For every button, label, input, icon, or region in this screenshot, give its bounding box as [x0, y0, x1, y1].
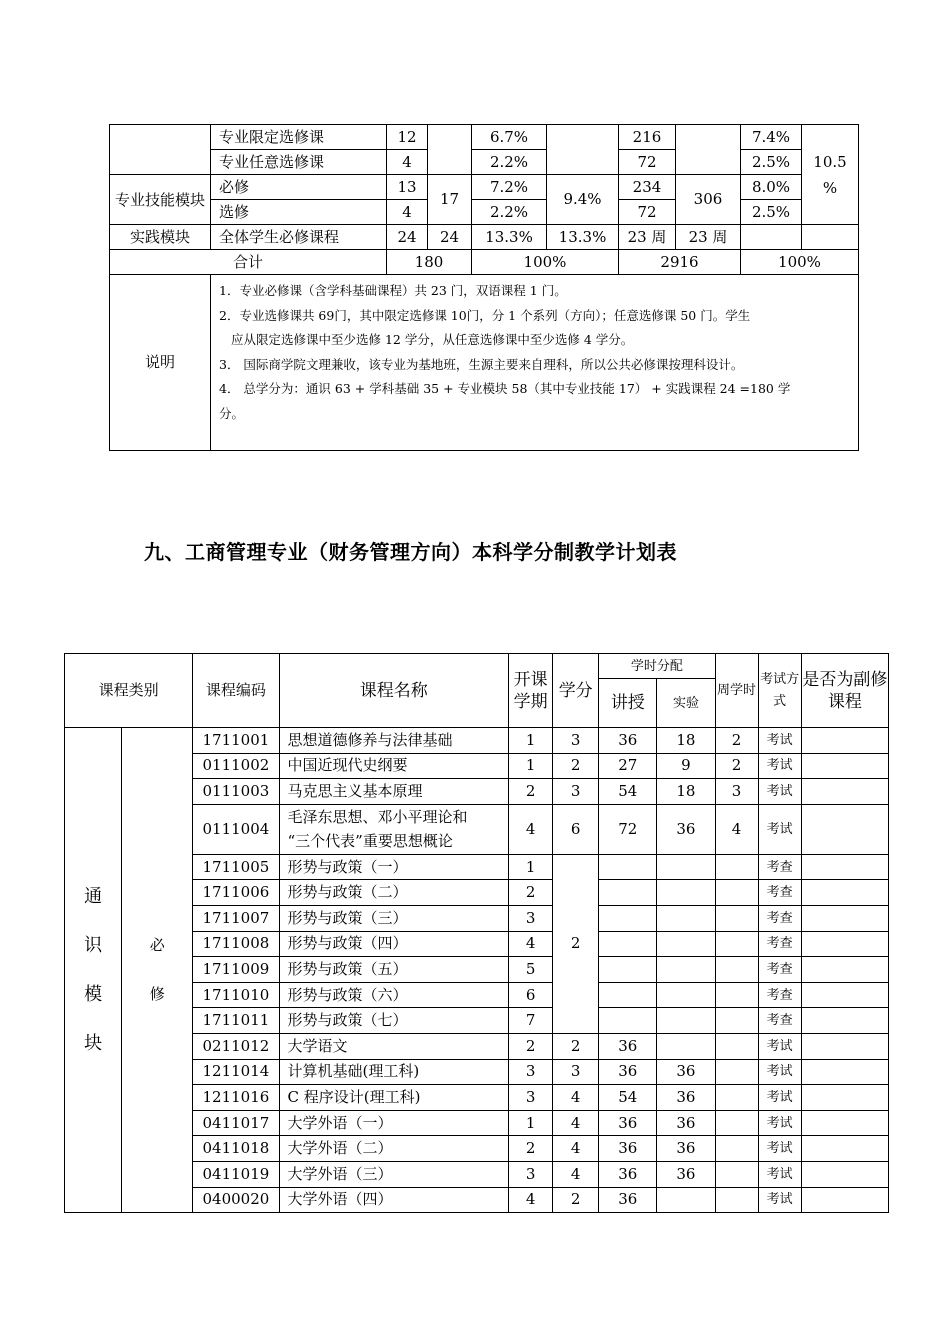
credit-pct-cell: 7.2%: [472, 175, 547, 200]
credit-cell: 3: [553, 1059, 599, 1085]
header-hours-dist: 学时分配: [599, 654, 715, 679]
header-exam: 考试方式: [758, 654, 801, 728]
course-name: 马克思主义基本原理: [279, 779, 509, 805]
semester-cell: 3: [509, 1059, 553, 1085]
lab-cell: 18: [657, 728, 715, 754]
summary-row: [110, 125, 859, 150]
semester-cell: 4: [509, 931, 553, 957]
credit-cell: 3: [553, 728, 599, 754]
exam-cell: 考试: [758, 1085, 801, 1111]
module-label-char: 识: [84, 935, 103, 957]
hours-pct-cell: 7.4%: [741, 125, 802, 150]
credit-cell: 4: [553, 1161, 599, 1187]
lecture-cell: [599, 931, 657, 957]
exam-cell: 考试: [758, 1059, 801, 1085]
exam-cell: 考查: [758, 982, 801, 1008]
lab-cell: [657, 982, 715, 1008]
course-code: 0111004: [193, 804, 279, 854]
weekly-cell: [715, 880, 758, 906]
course-name: 大学外语（一）: [279, 1110, 509, 1136]
minor-cell: [801, 728, 888, 754]
lecture-cell: 54: [599, 779, 657, 805]
total-hours-pct: 100%: [741, 250, 859, 275]
weekly-cell: [715, 905, 758, 931]
semester-cell: 6: [509, 982, 553, 1008]
weekly-cell: [715, 1033, 758, 1059]
note-line: 3． 国际商学院文理兼收，该专业为基地班，生源主要来自理科，所以公共必修课按理科设计。: [219, 356, 744, 372]
header-category: 课程类别: [65, 654, 193, 728]
lecture-cell: 72: [599, 804, 657, 854]
course-cell: 选修: [211, 200, 387, 225]
lab-cell: [657, 1033, 715, 1059]
hours-cell: 72: [619, 200, 676, 225]
header-lab: 实验: [657, 679, 715, 728]
weekly-cell: [715, 1161, 758, 1187]
semester-cell: 4: [509, 804, 553, 854]
credit-cell: 2: [553, 854, 599, 1033]
module-label-char: 块: [84, 1033, 103, 1055]
minor-cell: [801, 1085, 888, 1111]
exam-cell: 考试: [758, 728, 801, 754]
lab-cell: 36: [657, 1059, 715, 1085]
course-code: 0400020: [193, 1187, 279, 1213]
semester-cell: 3: [509, 1085, 553, 1111]
weekly-cell: [715, 854, 758, 880]
credit-cell: 2: [553, 1187, 599, 1213]
course-code: 1711008: [193, 931, 279, 957]
lecture-cell: 36: [599, 1161, 657, 1187]
minor-cell: [801, 1136, 888, 1162]
lab-cell: 18: [657, 779, 715, 805]
credit-total-cell: 17: [428, 175, 472, 225]
course-name-line: 毛泽东思想、邓小平理论和: [287, 808, 468, 827]
credit-cell: 4: [387, 150, 428, 175]
credit-cell: 13: [387, 175, 428, 200]
course-name: [279, 804, 509, 854]
exam-cell: 考试: [758, 779, 801, 805]
minor-cell: [801, 880, 888, 906]
course-code: 1711011: [193, 1008, 279, 1034]
lecture-cell: 36: [599, 1059, 657, 1085]
minor-cell: [801, 779, 888, 805]
weekly-cell: [715, 931, 758, 957]
weekly-cell: [715, 957, 758, 983]
credit-pct-cell: 6.7%: [472, 125, 547, 150]
lecture-cell: [599, 957, 657, 983]
course-name: 形势与政策（三）: [279, 905, 509, 931]
semester-cell: 2: [509, 1033, 553, 1059]
credit-cell: 2: [553, 753, 599, 779]
lab-cell: [657, 880, 715, 906]
lecture-cell: [599, 854, 657, 880]
lecture-cell: [599, 1008, 657, 1034]
minor-cell: [801, 1110, 888, 1136]
course-name: 计算机基础(理工科): [279, 1059, 509, 1085]
lecture-cell: [599, 982, 657, 1008]
lab-cell: 36: [657, 1161, 715, 1187]
module-label: [65, 872, 121, 1068]
credit-total-pct-cell: 9.4%: [547, 175, 619, 225]
weekly-cell: 2: [715, 753, 758, 779]
lecture-cell: 36: [599, 728, 657, 754]
lecture-cell: 36: [599, 1110, 657, 1136]
course-name: C 程序设计(理工科): [279, 1085, 509, 1111]
weekly-cell: 2: [715, 728, 758, 754]
credit-total-pct-cell: [547, 125, 619, 175]
header-semester: 开课学期: [509, 654, 553, 728]
total-credit: 180: [387, 250, 472, 275]
weekly-cell: [715, 1187, 758, 1213]
summary-row: [110, 200, 859, 225]
lab-cell: 36: [657, 1136, 715, 1162]
course-code: 0411018: [193, 1136, 279, 1162]
semester-cell: 1: [509, 854, 553, 880]
lab-cell: [657, 854, 715, 880]
hours-total-pct-cell: 10.5 %: [802, 125, 859, 225]
category-cell: 实践模块: [110, 225, 211, 250]
credit-summary-table: [109, 124, 859, 451]
course-cell: 必修: [211, 175, 387, 200]
exam-cell: 考试: [758, 1136, 801, 1162]
course-name: 形势与政策（七）: [279, 1008, 509, 1034]
required-label-char: 必: [149, 936, 165, 955]
minor-cell: [801, 905, 888, 931]
notes-row: [110, 275, 859, 451]
course-code: 1711001: [193, 728, 279, 754]
weekly-cell: [715, 1136, 758, 1162]
lab-cell: 36: [657, 1085, 715, 1111]
weekly-cell: [715, 1008, 758, 1034]
credit-cell: 4: [553, 1136, 599, 1162]
exam-cell: 考试: [758, 753, 801, 779]
lab-cell: [657, 1008, 715, 1034]
semester-cell: 5: [509, 957, 553, 983]
minor-cell: [801, 1008, 888, 1034]
hours-pct-cell: 2.5%: [741, 150, 802, 175]
course-name: 形势与政策（六）: [279, 982, 509, 1008]
category-cell: 专业技能模块: [110, 175, 211, 225]
credit-total-cell: 24: [428, 225, 472, 250]
minor-cell: [801, 1161, 888, 1187]
semester-cell: 3: [509, 1161, 553, 1187]
credit-total-pct-cell: 13.3%: [547, 225, 619, 250]
lab-cell: 9: [657, 753, 715, 779]
minor-cell: [801, 957, 888, 983]
summary-row: [110, 225, 859, 250]
semester-cell: 2: [509, 880, 553, 906]
header-name: 课程名称: [279, 654, 509, 728]
course-name: 中国近现代史纲要: [279, 753, 509, 779]
semester-cell: 1: [509, 753, 553, 779]
summary-row: [110, 150, 859, 175]
lab-cell: [657, 957, 715, 983]
note-line: 应从限定选修课中至少选修 12 学分，从任意选修课中至少选修 4 学分。: [231, 332, 634, 347]
minor-cell: [801, 982, 888, 1008]
credit-pct-cell: 2.2%: [472, 200, 547, 225]
course-code: 0111003: [193, 779, 279, 805]
credit-pct-cell: 13.3%: [472, 225, 547, 250]
hours-cell: 216: [619, 125, 676, 150]
required-label-cell: [122, 728, 193, 1213]
semester-cell: 2: [509, 1136, 553, 1162]
note-line: 2．专业选修课共 69门，其中限定选修课 10门，分 1 个系列（方向）；任意选修课 50 门。学生: [219, 307, 751, 323]
header-weekly: 周学时: [715, 654, 758, 728]
category-cell: [110, 125, 211, 175]
course-name: 大学外语（二）: [279, 1136, 509, 1162]
weekly-cell: [715, 1110, 758, 1136]
plan-body: [65, 728, 889, 1213]
weekly-cell: [715, 1059, 758, 1085]
lab-cell: [657, 931, 715, 957]
exam-cell: 考查: [758, 854, 801, 880]
minor-cell: [801, 1059, 888, 1085]
hours-cell: 23 周: [619, 225, 676, 250]
course-name: 形势与政策（四）: [279, 931, 509, 957]
exam-cell: 考查: [758, 1008, 801, 1034]
course-name-line: “三个代表”重要思想概论: [287, 832, 453, 851]
course-code: 0411019: [193, 1161, 279, 1187]
total-label: 合计: [110, 250, 387, 275]
semester-cell: 3: [509, 905, 553, 931]
credit-cell: 24: [387, 225, 428, 250]
credit-total-cell: [428, 125, 472, 175]
semester-cell: 1: [509, 728, 553, 754]
weekly-cell: [715, 982, 758, 1008]
credit-cell: 3: [553, 779, 599, 805]
header-code: 课程编码: [193, 654, 279, 728]
course-code: 1711006: [193, 880, 279, 906]
hours-pct-cell: 8.0%: [741, 175, 802, 200]
note-line: 1．专业必修课（含学科基础课程）共 23 门，双语课程 1 门。: [219, 283, 567, 298]
exam-cell: 考试: [758, 1187, 801, 1213]
header-lecture: 讲授: [599, 679, 657, 728]
course-name: 形势与政策（二）: [279, 880, 509, 906]
header-credit: 学分: [553, 654, 599, 728]
lecture-cell: 36: [599, 1187, 657, 1213]
lab-cell: 36: [657, 1110, 715, 1136]
lecture-cell: 36: [599, 1136, 657, 1162]
header-minor: 是否为副修课程: [801, 654, 888, 728]
semester-cell: 7: [509, 1008, 553, 1034]
lecture-cell: 27: [599, 753, 657, 779]
summary-row: [110, 175, 859, 200]
exam-cell: 考试: [758, 1161, 801, 1187]
course-code: 0111002: [193, 753, 279, 779]
required-label: [122, 921, 192, 1019]
course-cell: 专业限定选修课: [211, 125, 387, 150]
note-line: 4． 总学分为：通识 63 + 学科基础 35 + 专业模块 58（其中专业技能 17） + 实践课程 24 =180 学: [219, 381, 791, 396]
weekly-cell: 3: [715, 779, 758, 805]
exam-cell: 考试: [758, 1110, 801, 1136]
lecture-cell: 54: [599, 1085, 657, 1111]
course-name: 形势与政策（五）: [279, 957, 509, 983]
hours-total-cell: 23 周: [676, 225, 741, 250]
course-code: 1211014: [193, 1059, 279, 1085]
course-code: 1211016: [193, 1085, 279, 1111]
credit-cell: 4: [387, 200, 428, 225]
lecture-cell: [599, 905, 657, 931]
module-label-char: 模: [84, 984, 103, 1006]
module-label-char: 通: [84, 886, 103, 908]
exam-cell: 考试: [758, 804, 801, 854]
hours-cell: 234: [619, 175, 676, 200]
hours-total-pct-cell: [802, 225, 859, 250]
notes-label: 说明: [110, 275, 211, 451]
required-label-char: 修: [149, 985, 165, 1004]
table-row: [65, 728, 889, 754]
total-hours: 2916: [619, 250, 741, 275]
section-title: 九、工商管理专业（财务管理方向）本科学分制教学计划表: [144, 540, 677, 564]
course-name: 大学外语（四）: [279, 1187, 509, 1213]
course-cell: 全体学生必修课程: [211, 225, 387, 250]
credit-cell: 12: [387, 125, 428, 150]
hours-pct-cell: 2.5%: [741, 200, 802, 225]
minor-cell: [801, 753, 888, 779]
course-name: 大学语文: [279, 1033, 509, 1059]
course-name: 大学外语（三）: [279, 1161, 509, 1187]
exam-cell: 考查: [758, 880, 801, 906]
course-code: 0211012: [193, 1033, 279, 1059]
minor-cell: [801, 931, 888, 957]
lecture-cell: [599, 880, 657, 906]
lab-cell: 36: [657, 804, 715, 854]
course-code: 1711005: [193, 854, 279, 880]
module-label-cell: [65, 728, 122, 1213]
minor-cell: [801, 854, 888, 880]
course-name: 思想道德修养与法律基础: [279, 728, 509, 754]
semester-cell: 2: [509, 779, 553, 805]
minor-cell: [801, 804, 888, 854]
note-line: 分。: [219, 405, 245, 421]
total-credit-pct: 100%: [472, 250, 619, 275]
course-code: 0411017: [193, 1110, 279, 1136]
credit-cell: 6: [553, 804, 599, 854]
exam-cell: 考试: [758, 1033, 801, 1059]
course-code: 1711007: [193, 905, 279, 931]
semester-cell: 4: [509, 1187, 553, 1213]
minor-cell: [801, 1187, 888, 1213]
exam-cell: 考查: [758, 957, 801, 983]
semester-cell: 1: [509, 1110, 553, 1136]
exam-cell: 考查: [758, 905, 801, 931]
course-code: 1711009: [193, 957, 279, 983]
course-cell: 专业任意选修课: [211, 150, 387, 175]
credit-cell: 4: [553, 1110, 599, 1136]
credit-cell: 4: [553, 1085, 599, 1111]
credit-cell: 2: [553, 1033, 599, 1059]
exam-cell: 考查: [758, 931, 801, 957]
weekly-cell: 4: [715, 804, 758, 854]
weekly-cell: [715, 1085, 758, 1111]
lecture-cell: 36: [599, 1033, 657, 1059]
notes-content: [211, 275, 859, 451]
teaching-plan-table: [64, 653, 889, 1213]
total-row: [110, 250, 859, 275]
course-code: 1711010: [193, 982, 279, 1008]
credit-pct-cell: 2.2%: [472, 150, 547, 175]
hours-pct-cell: [741, 225, 802, 250]
hours-total-cell: [676, 125, 741, 175]
lab-cell: [657, 1187, 715, 1213]
hours-cell: 72: [619, 150, 676, 175]
minor-cell: [801, 1033, 888, 1059]
hours-total-cell: 306: [676, 175, 741, 225]
course-name: 形势与政策（一）: [279, 854, 509, 880]
header-row: [65, 654, 889, 679]
lab-cell: [657, 905, 715, 931]
